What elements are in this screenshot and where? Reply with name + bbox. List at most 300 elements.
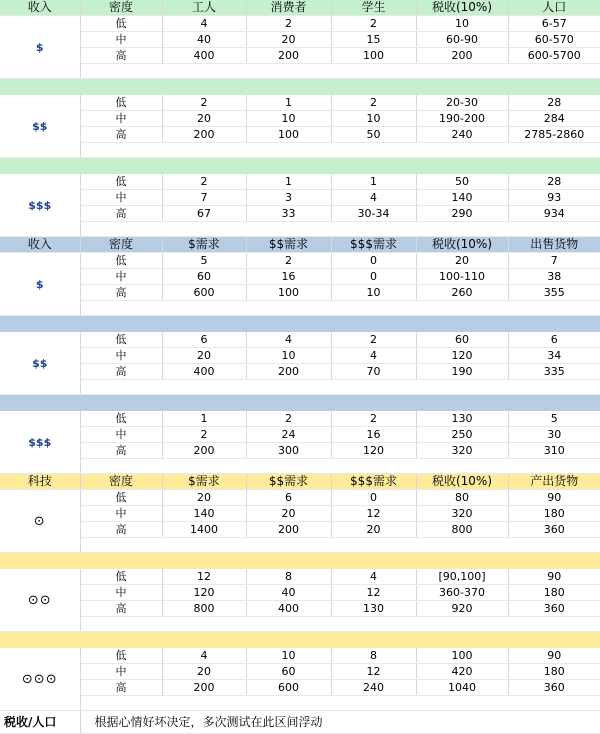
value-cell: 20-30 bbox=[416, 95, 508, 111]
value-cell: 12 bbox=[331, 664, 416, 680]
separator-cell bbox=[0, 632, 600, 649]
group-label: $$$ bbox=[0, 411, 80, 474]
group-separator bbox=[0, 79, 600, 96]
value-cell: [90,100] bbox=[416, 569, 508, 585]
value-cell: 20 bbox=[162, 664, 246, 680]
value-cell: 200 bbox=[162, 443, 246, 459]
value-cell: 7 bbox=[508, 253, 600, 269]
blank-cell bbox=[416, 459, 508, 474]
column-header: 科技 bbox=[0, 474, 80, 490]
value-cell: 30 bbox=[508, 427, 600, 443]
separator-cell bbox=[0, 316, 600, 333]
blank-cell bbox=[162, 64, 246, 79]
blank-cell bbox=[80, 538, 162, 553]
blank-cell bbox=[80, 143, 162, 158]
blank-row bbox=[0, 143, 600, 158]
blank-cell bbox=[331, 538, 416, 553]
value-cell: 20 bbox=[246, 32, 331, 48]
group-label: $ bbox=[0, 253, 80, 316]
blank-cell bbox=[331, 222, 416, 237]
footer-row bbox=[0, 711, 600, 734]
table-row bbox=[0, 206, 600, 222]
blank-cell bbox=[508, 459, 600, 474]
column-header: $$需求 bbox=[246, 237, 331, 253]
column-header: 密度 bbox=[80, 474, 162, 490]
value-cell: 60 bbox=[416, 332, 508, 348]
density-cell: 中 bbox=[80, 427, 162, 443]
table-row bbox=[0, 48, 600, 64]
blank-row bbox=[0, 459, 600, 474]
value-cell: 30-34 bbox=[331, 206, 416, 222]
value-cell: 400 bbox=[162, 364, 246, 380]
value-cell: 20 bbox=[416, 253, 508, 269]
value-cell: 2 bbox=[331, 16, 416, 32]
density-cell: 高 bbox=[80, 680, 162, 696]
density-cell: 中 bbox=[80, 190, 162, 206]
value-cell: 140 bbox=[416, 190, 508, 206]
density-cell: 中 bbox=[80, 348, 162, 364]
density-cell: 低 bbox=[80, 490, 162, 506]
value-cell: 24 bbox=[246, 427, 331, 443]
blank-cell bbox=[246, 459, 331, 474]
table-row bbox=[0, 522, 600, 538]
value-cell: 93 bbox=[508, 190, 600, 206]
blank-cell bbox=[162, 459, 246, 474]
value-cell: 5 bbox=[508, 411, 600, 427]
value-cell: 2 bbox=[162, 95, 246, 111]
blank-row bbox=[0, 696, 600, 711]
separator-cell bbox=[0, 553, 600, 570]
value-cell: 12 bbox=[331, 585, 416, 601]
table-row bbox=[0, 443, 600, 459]
value-cell: 420 bbox=[416, 664, 508, 680]
density-cell: 中 bbox=[80, 111, 162, 127]
value-cell: 90 bbox=[508, 648, 600, 664]
blank-row bbox=[0, 380, 600, 395]
blank-cell bbox=[80, 459, 162, 474]
value-cell: 2 bbox=[246, 411, 331, 427]
value-cell: 180 bbox=[508, 585, 600, 601]
value-cell: 1400 bbox=[162, 522, 246, 538]
value-cell: 34 bbox=[508, 348, 600, 364]
density-cell: 低 bbox=[80, 174, 162, 190]
density-cell: 高 bbox=[80, 48, 162, 64]
blank-cell bbox=[246, 617, 331, 632]
density-cell: 高 bbox=[80, 127, 162, 143]
value-cell: 20 bbox=[331, 522, 416, 538]
blank-cell bbox=[508, 143, 600, 158]
table-row bbox=[0, 411, 600, 427]
value-cell: 1 bbox=[246, 174, 331, 190]
value-cell: 260 bbox=[416, 285, 508, 301]
group-label: ⊙ bbox=[0, 490, 80, 553]
column-header: $需求 bbox=[162, 237, 246, 253]
value-cell: 4 bbox=[162, 16, 246, 32]
column-header: 税收(10%) bbox=[416, 237, 508, 253]
density-cell: 低 bbox=[80, 95, 162, 111]
column-header: 密度 bbox=[80, 0, 162, 16]
blank-cell bbox=[508, 64, 600, 79]
section-header-row bbox=[0, 0, 600, 16]
value-cell: 934 bbox=[508, 206, 600, 222]
blank-cell bbox=[80, 617, 162, 632]
value-cell: 180 bbox=[508, 506, 600, 522]
value-cell: 0 bbox=[331, 269, 416, 285]
blank-cell bbox=[331, 617, 416, 632]
blank-cell bbox=[508, 696, 600, 711]
table-row bbox=[0, 285, 600, 301]
blank-cell bbox=[80, 380, 162, 395]
blank-cell bbox=[508, 380, 600, 395]
table-row bbox=[0, 190, 600, 206]
blank-cell bbox=[162, 696, 246, 711]
group-separator bbox=[0, 316, 600, 333]
blank-cell bbox=[416, 380, 508, 395]
group-label: ⊙⊙⊙ bbox=[0, 648, 80, 711]
table-row bbox=[0, 569, 600, 585]
table-row bbox=[0, 648, 600, 664]
density-cell: 高 bbox=[80, 601, 162, 617]
density-cell: 中 bbox=[80, 269, 162, 285]
column-header: 学生 bbox=[331, 0, 416, 16]
value-cell: 80 bbox=[416, 490, 508, 506]
value-cell: 200 bbox=[246, 48, 331, 64]
value-cell: 12 bbox=[331, 506, 416, 522]
value-cell: 4 bbox=[162, 648, 246, 664]
group-separator bbox=[0, 395, 600, 412]
value-cell: 8 bbox=[246, 569, 331, 585]
blank-cell bbox=[416, 222, 508, 237]
value-cell: 920 bbox=[416, 601, 508, 617]
blank-cell bbox=[80, 696, 162, 711]
density-cell: 低 bbox=[80, 411, 162, 427]
blank-row bbox=[0, 64, 600, 79]
column-header: 收入 bbox=[0, 237, 80, 253]
value-cell: 800 bbox=[416, 522, 508, 538]
table-row bbox=[0, 680, 600, 696]
column-header: 税收(10%) bbox=[416, 0, 508, 16]
value-cell: 140 bbox=[162, 506, 246, 522]
value-cell: 190 bbox=[416, 364, 508, 380]
group-label: $$ bbox=[0, 95, 80, 158]
value-cell: 240 bbox=[331, 680, 416, 696]
value-cell: 2 bbox=[331, 95, 416, 111]
value-cell: 200 bbox=[162, 127, 246, 143]
table-row bbox=[0, 348, 600, 364]
density-cell: 低 bbox=[80, 332, 162, 348]
value-cell: 250 bbox=[416, 427, 508, 443]
value-cell: 2 bbox=[331, 332, 416, 348]
table-row bbox=[0, 16, 600, 32]
value-cell: 6-57 bbox=[508, 16, 600, 32]
blank-cell bbox=[331, 696, 416, 711]
blank-cell bbox=[508, 617, 600, 632]
blank-cell bbox=[246, 143, 331, 158]
blank-cell bbox=[331, 64, 416, 79]
value-cell: 40 bbox=[246, 585, 331, 601]
value-cell: 355 bbox=[508, 285, 600, 301]
value-cell: 28 bbox=[508, 95, 600, 111]
group-label: ⊙⊙ bbox=[0, 569, 80, 632]
value-cell: 33 bbox=[246, 206, 331, 222]
value-cell: 360-370 bbox=[416, 585, 508, 601]
density-cell: 高 bbox=[80, 364, 162, 380]
value-cell: 10 bbox=[416, 16, 508, 32]
blank-cell bbox=[331, 459, 416, 474]
value-cell: 90 bbox=[508, 569, 600, 585]
value-cell: 120 bbox=[416, 348, 508, 364]
column-header: 产出货物 bbox=[508, 474, 600, 490]
density-cell: 高 bbox=[80, 285, 162, 301]
table-row bbox=[0, 585, 600, 601]
value-cell: 600-5700 bbox=[508, 48, 600, 64]
value-cell: 4 bbox=[331, 190, 416, 206]
value-cell: 2 bbox=[246, 16, 331, 32]
separator-cell bbox=[0, 158, 600, 175]
value-cell: 20 bbox=[246, 506, 331, 522]
density-cell: 中 bbox=[80, 585, 162, 601]
value-cell: 130 bbox=[416, 411, 508, 427]
blank-cell bbox=[162, 301, 246, 316]
density-cell: 高 bbox=[80, 522, 162, 538]
blank-cell bbox=[162, 143, 246, 158]
value-cell: 100-110 bbox=[416, 269, 508, 285]
blank-row bbox=[0, 617, 600, 632]
value-cell: 100 bbox=[246, 285, 331, 301]
blank-cell bbox=[331, 380, 416, 395]
column-header: $$$需求 bbox=[331, 474, 416, 490]
section-header-row bbox=[0, 474, 600, 490]
table-row bbox=[0, 269, 600, 285]
value-cell: 360 bbox=[508, 522, 600, 538]
blank-cell bbox=[162, 617, 246, 632]
blank-cell bbox=[80, 301, 162, 316]
value-cell: 130 bbox=[331, 601, 416, 617]
blank-row bbox=[0, 222, 600, 237]
value-cell: 1 bbox=[331, 174, 416, 190]
column-header: $$$需求 bbox=[331, 237, 416, 253]
table-row bbox=[0, 174, 600, 190]
value-cell: 0 bbox=[331, 253, 416, 269]
value-cell: 20 bbox=[162, 111, 246, 127]
blank-cell bbox=[80, 64, 162, 79]
separator-cell bbox=[0, 79, 600, 96]
value-cell: 7 bbox=[162, 190, 246, 206]
value-cell: 10 bbox=[331, 285, 416, 301]
value-cell: 38 bbox=[508, 269, 600, 285]
value-cell: 190-200 bbox=[416, 111, 508, 127]
density-cell: 高 bbox=[80, 443, 162, 459]
table-row bbox=[0, 111, 600, 127]
value-cell: 2 bbox=[162, 427, 246, 443]
footer-label: 税收/人口 bbox=[0, 711, 80, 734]
table-row bbox=[0, 506, 600, 522]
group-separator bbox=[0, 632, 600, 649]
value-cell: 10 bbox=[246, 348, 331, 364]
density-cell: 中 bbox=[80, 506, 162, 522]
value-cell: 60 bbox=[246, 664, 331, 680]
value-cell: 360 bbox=[508, 601, 600, 617]
value-cell: 600 bbox=[162, 285, 246, 301]
value-cell: 20 bbox=[162, 490, 246, 506]
blank-cell bbox=[416, 64, 508, 79]
value-cell: 10 bbox=[246, 648, 331, 664]
value-cell: 6 bbox=[246, 490, 331, 506]
value-cell: 10 bbox=[331, 111, 416, 127]
column-header: 工人 bbox=[162, 0, 246, 16]
value-cell: 2 bbox=[246, 253, 331, 269]
blank-cell bbox=[246, 696, 331, 711]
value-cell: 180 bbox=[508, 664, 600, 680]
value-cell: 300 bbox=[246, 443, 331, 459]
value-cell: 310 bbox=[508, 443, 600, 459]
blank-cell bbox=[416, 143, 508, 158]
table-row bbox=[0, 95, 600, 111]
value-cell: 1040 bbox=[416, 680, 508, 696]
group-separator bbox=[0, 553, 600, 570]
value-cell: 284 bbox=[508, 111, 600, 127]
value-cell: 240 bbox=[416, 127, 508, 143]
value-cell: 0 bbox=[331, 490, 416, 506]
value-cell: 50 bbox=[416, 174, 508, 190]
value-cell: 100 bbox=[416, 648, 508, 664]
group-label: $$$ bbox=[0, 174, 80, 237]
value-cell: 100 bbox=[331, 48, 416, 64]
table-row bbox=[0, 427, 600, 443]
column-header: 人口 bbox=[508, 0, 600, 16]
table-row bbox=[0, 32, 600, 48]
column-header: $需求 bbox=[162, 474, 246, 490]
value-cell: 6 bbox=[508, 332, 600, 348]
group-label: $ bbox=[0, 16, 80, 79]
column-header: 出售货物 bbox=[508, 237, 600, 253]
value-cell: 16 bbox=[331, 427, 416, 443]
column-header: $$需求 bbox=[246, 474, 331, 490]
table-row bbox=[0, 664, 600, 680]
value-cell: 90 bbox=[508, 490, 600, 506]
value-cell: 320 bbox=[416, 443, 508, 459]
value-cell: 800 bbox=[162, 601, 246, 617]
table-row bbox=[0, 601, 600, 617]
value-cell: 2 bbox=[331, 411, 416, 427]
value-cell: 15 bbox=[331, 32, 416, 48]
density-cell: 低 bbox=[80, 16, 162, 32]
group-label: $$ bbox=[0, 332, 80, 395]
value-cell: 320 bbox=[416, 506, 508, 522]
blank-cell bbox=[246, 538, 331, 553]
value-cell: 10 bbox=[246, 111, 331, 127]
table-row bbox=[0, 490, 600, 506]
value-cell: 5 bbox=[162, 253, 246, 269]
group-separator bbox=[0, 158, 600, 175]
density-cell: 中 bbox=[80, 664, 162, 680]
column-header: 消费者 bbox=[246, 0, 331, 16]
blank-cell bbox=[246, 380, 331, 395]
blank-cell bbox=[331, 301, 416, 316]
value-cell: 2 bbox=[162, 174, 246, 190]
value-cell: 8 bbox=[331, 648, 416, 664]
value-cell: 1 bbox=[246, 95, 331, 111]
value-cell: 6 bbox=[162, 332, 246, 348]
blank-cell bbox=[416, 538, 508, 553]
value-cell: 12 bbox=[162, 569, 246, 585]
value-cell: 4 bbox=[331, 569, 416, 585]
column-header: 收入 bbox=[0, 0, 80, 16]
blank-cell bbox=[416, 696, 508, 711]
density-cell: 低 bbox=[80, 569, 162, 585]
blank-cell bbox=[162, 380, 246, 395]
value-cell: 60-90 bbox=[416, 32, 508, 48]
blank-cell bbox=[508, 538, 600, 553]
value-cell: 335 bbox=[508, 364, 600, 380]
density-cell: 低 bbox=[80, 648, 162, 664]
blank-cell bbox=[416, 301, 508, 316]
value-cell: 28 bbox=[508, 174, 600, 190]
value-cell: 40 bbox=[162, 32, 246, 48]
value-cell: 16 bbox=[246, 269, 331, 285]
value-cell: 200 bbox=[246, 364, 331, 380]
value-cell: 1 bbox=[162, 411, 246, 427]
value-cell: 60 bbox=[162, 269, 246, 285]
column-header: 税收(10%) bbox=[416, 474, 508, 490]
value-cell: 2785-2860 bbox=[508, 127, 600, 143]
blank-cell bbox=[162, 538, 246, 553]
value-cell: 400 bbox=[246, 601, 331, 617]
value-cell: 4 bbox=[331, 348, 416, 364]
value-cell: 20 bbox=[162, 348, 246, 364]
value-cell: 200 bbox=[246, 522, 331, 538]
blank-cell bbox=[80, 222, 162, 237]
value-cell: 120 bbox=[331, 443, 416, 459]
value-cell: 100 bbox=[246, 127, 331, 143]
density-cell: 低 bbox=[80, 253, 162, 269]
table-row bbox=[0, 364, 600, 380]
blank-cell bbox=[162, 222, 246, 237]
table-row bbox=[0, 332, 600, 348]
value-cell: 400 bbox=[162, 48, 246, 64]
table-row bbox=[0, 127, 600, 143]
value-cell: 60-570 bbox=[508, 32, 600, 48]
blank-row bbox=[0, 538, 600, 553]
blank-cell bbox=[508, 301, 600, 316]
blank-cell bbox=[246, 222, 331, 237]
column-header: 密度 bbox=[80, 237, 162, 253]
value-cell: 200 bbox=[162, 680, 246, 696]
value-cell: 120 bbox=[162, 585, 246, 601]
table-row bbox=[0, 253, 600, 269]
value-cell: 360 bbox=[508, 680, 600, 696]
value-cell: 4 bbox=[246, 332, 331, 348]
blank-cell bbox=[416, 617, 508, 632]
blank-cell bbox=[508, 222, 600, 237]
blank-cell bbox=[246, 64, 331, 79]
blank-row bbox=[0, 301, 600, 316]
footer-text: 根据心情好坏决定，多次测试在此区间浮动 bbox=[80, 711, 600, 734]
separator-cell bbox=[0, 395, 600, 412]
blank-cell bbox=[331, 143, 416, 158]
section-header-row bbox=[0, 237, 600, 253]
density-cell: 中 bbox=[80, 32, 162, 48]
value-cell: 70 bbox=[331, 364, 416, 380]
value-cell: 200 bbox=[416, 48, 508, 64]
value-cell: 67 bbox=[162, 206, 246, 222]
blank-cell bbox=[246, 301, 331, 316]
value-cell: 290 bbox=[416, 206, 508, 222]
value-cell: 600 bbox=[246, 680, 331, 696]
value-cell: 50 bbox=[331, 127, 416, 143]
value-cell: 3 bbox=[246, 190, 331, 206]
density-cell: 高 bbox=[80, 206, 162, 222]
